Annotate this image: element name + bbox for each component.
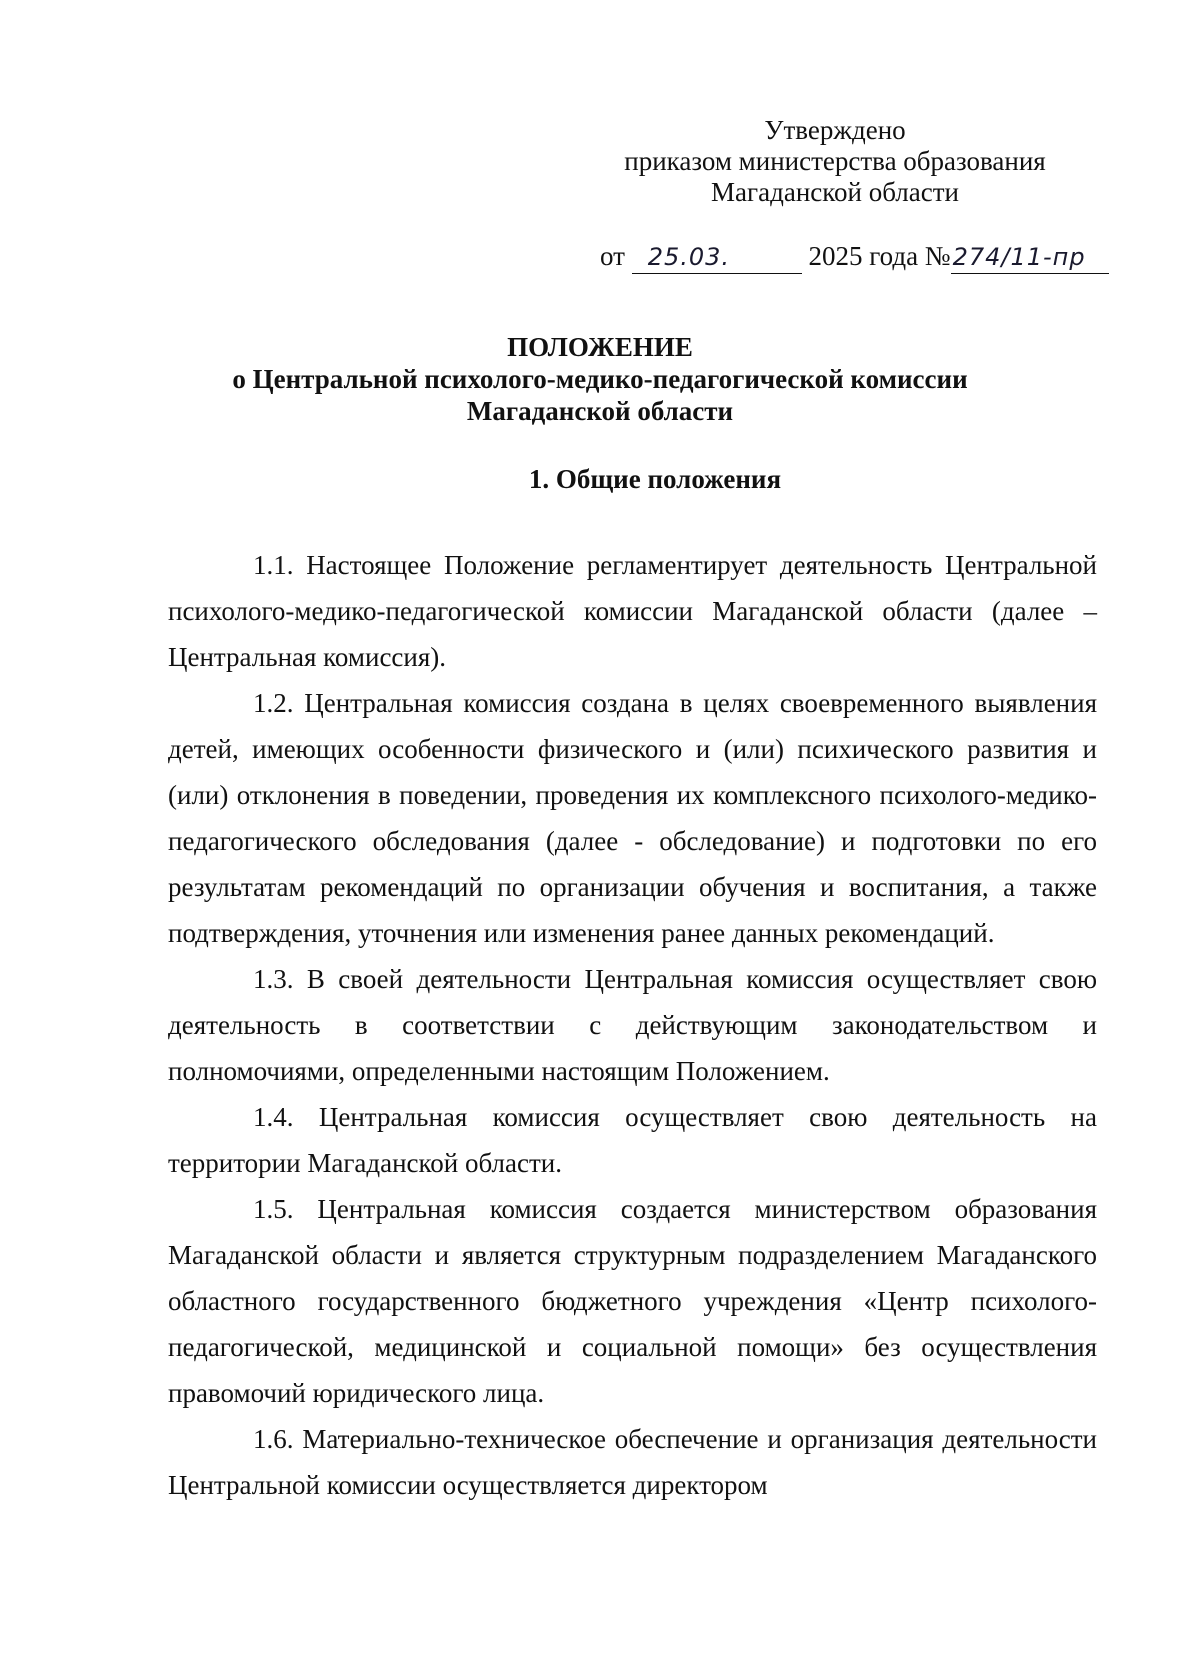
document-title (120, 331, 1080, 427)
date-prefix: от (600, 241, 625, 271)
handwritten-order-number: 274/11-пр (951, 241, 1109, 274)
section-heading: 1. Общие положения (528, 464, 782, 494)
approval-line-order: приказом министерства образования (624, 146, 1046, 176)
paragraph-1-2: 1.2. Центральная комиссия создана в целях своевременного выявления детей, имеющих особенности физического и (или) психического развития и (или) отклонения в поведении, проведения их комплексного психолого-медико-педагогического обследования (далее - обследование) и подготовки по его результатам рекомендаций по организации обучения и воспитания, а также подтверждения, уточнения или изменения ранее данных рекомендаций. (168, 688, 1097, 948)
approval-line-approved: Утверждено (764, 115, 906, 145)
paragraph-1-4: 1.4. Центральная комиссия осуществляет свою деятельность на территории Магаданской области. (168, 1102, 1097, 1178)
paragraph-1-6: 1.6. Материально-техническое обеспечение и организация деятельности Центральной комиссии осуществляется директором (168, 1424, 1097, 1500)
title-subject: о Центральной психолого-медико-педагогической комиссии (232, 364, 968, 394)
order-year-text: 2025 года № (808, 241, 951, 271)
approval-line-region: Магаданской области (711, 177, 959, 207)
paragraph-1-5: 1.5. Центральная комиссия создается министерством образования Магаданской области и является структурным подразделением Магаданского областного государственного бюджетного учреждения «Центр психолого-педагогической, медицинской и социальной помощи» без осуществления правомочий юридического лица. (168, 1194, 1097, 1408)
document-body (168, 542, 1097, 1508)
order-date-line (600, 236, 1109, 276)
title-region: Магаданской области (466, 396, 734, 426)
paragraph-1-3: 1.3. В своей деятельности Центральная комиссия осуществляет свою деятельность в соответствии с действующим законодательством и полномочиями, определенными настоящим Положением. (168, 964, 1097, 1086)
handwritten-date: 25.03. (632, 241, 802, 274)
paragraph-1-1: 1.1. Настоящее Положение регламентирует деятельность Центральной психолого-медико-педагогической комиссии Магаданской области (далее – Центральная комиссия). (168, 550, 1097, 672)
title-heading: ПОЛОЖЕНИЕ (507, 332, 693, 362)
approval-stamp (600, 115, 1070, 208)
